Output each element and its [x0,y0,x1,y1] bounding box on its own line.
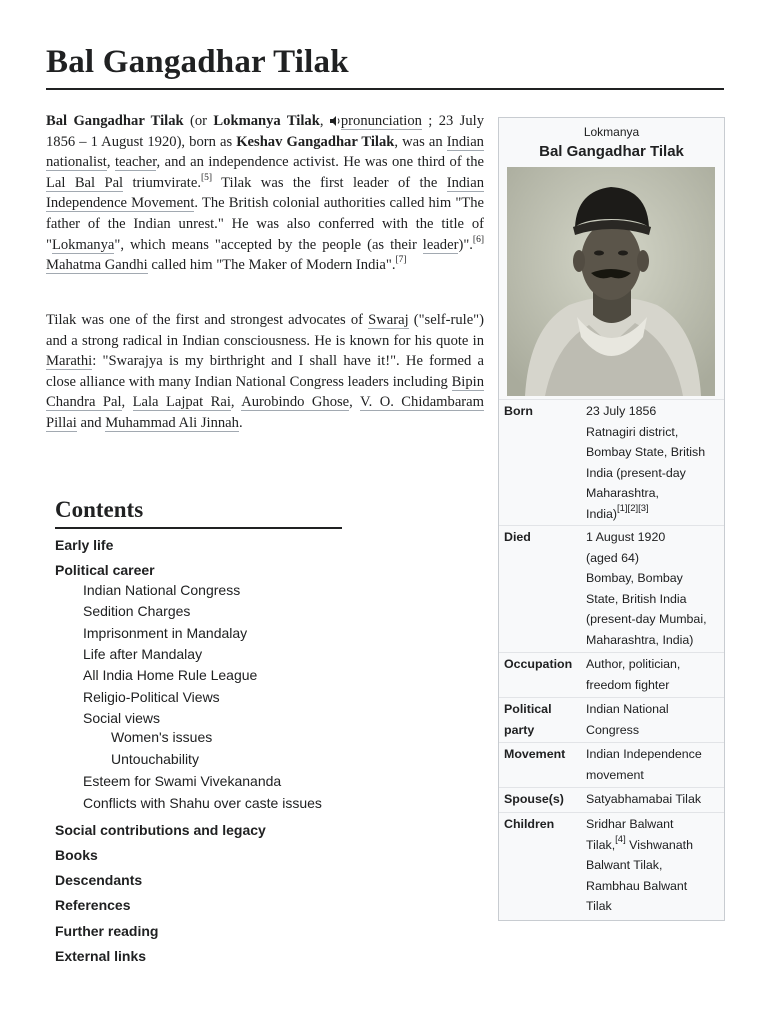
toc-item-indian-national-congress[interactable]: Indian National Congress [83,582,241,598]
row-value [586,814,720,917]
infobox-row-born [499,399,724,525]
row-label: Born [504,404,533,418]
link-bipin-chandra-pal[interactable]: Bipin Chandra Pal [46,373,484,411]
value-line: India (present-day [586,465,686,480]
row-value [586,699,720,740]
toc-item-descendants[interactable]: Descendants [55,872,143,888]
ref-6[interactable]: [6] [472,234,484,245]
value-line: (aged 64) [586,550,640,565]
value-line: Satyabhamabai Tilak [586,792,702,806]
value-text: Tilak, [586,837,616,852]
contents-divider [55,527,342,529]
portrait-photo[interactable] [507,167,715,396]
text-run: Tilak was the first leader of the [212,174,447,191]
text-run: (or [183,113,214,129]
infobox-title: Bal Gangadhar Tilak [539,143,684,160]
value-line: Balwant Tilak, [586,858,663,872]
text-run: , [230,394,242,411]
row-label: Movement [504,747,566,761]
toc-item-social-views[interactable]: Social views [83,710,161,726]
ref-1-2-3[interactable]: [1][2][3] [617,503,649,515]
value-line [586,504,720,525]
row-value [586,527,720,650]
toc-item-sedition-charges[interactable]: Sedition Charges [83,603,191,619]
infobox-row-died [499,525,724,652]
infobox-row-spouse [499,787,724,812]
value-line[interactable]: Indian Independence [586,747,702,761]
value-line[interactable]: Indian National [586,702,669,716]
value-line: freedom fighter [586,677,670,692]
row-label: Occupation [504,657,573,671]
text-run: , was an [394,133,447,150]
text-run: . The British colonial authorities called him "The father of the Indian unrest." He was also conferred with the title of " [46,195,484,253]
toc-item-political-career[interactable]: Political career [55,562,155,578]
text-run: , [349,394,360,411]
infobox-row-children [499,812,724,920]
value-line: Author, politician, [586,657,681,671]
value-line: Sridhar Balwant [586,817,674,831]
ref-4[interactable]: [4] [615,834,626,846]
row-value [586,654,720,695]
row-label: Died [504,530,531,544]
subject-alias: Lokmanya Tilak [213,113,320,129]
row-value [586,744,720,785]
value-line[interactable]: Congress [586,722,640,737]
link-chidambaram-pillai[interactable]: V. O. Chidambaram Pillai [46,394,484,431]
contents-heading: Contents [55,497,144,522]
pronunciation-link[interactable]: pronunciation [340,113,422,129]
ref-5[interactable]: [5] [200,172,213,183]
infobox-row-occupation [499,652,724,697]
link-indian-nationalist[interactable]: Indian nationalist [46,133,484,171]
toc-item-religio-political-views[interactable]: Religio-Political Views [83,689,220,705]
row-value [586,401,720,524]
ref-7[interactable]: [7] [395,255,407,266]
value-line: Bombay, Bombay [586,571,683,585]
subject-name: Bal Gangadhar Tilak [46,113,184,129]
text-run: : "Swarajya is my birthright and I shall have it!". He formed a close alliance with many Indian National Congress leaders including [46,353,484,390]
lead-paragraph-1 [46,111,484,276]
value-line [586,835,720,856]
toc-item-references[interactable]: References [55,897,131,913]
toc-item-untouchability[interactable]: Untouchability [111,751,199,767]
value-line: (present-day Mumbai, [586,612,707,626]
text-run: called him "The Maker of Modern India". [147,257,396,274]
text-run: . [238,414,243,431]
link-lala-lajpat-rai[interactable]: Lala Lajpat Rai [132,394,231,411]
value-line: Ratnagiri district, [586,424,679,439]
value-line: Rambhau Balwant [586,878,688,893]
toc-item-social-contributions[interactable]: Social contributions and legacy [55,822,266,838]
text-run: Tilak was one of the first and strongest advocates of [46,312,369,328]
row-label: Children [504,817,555,831]
value-line: 1 August 1920 [586,530,666,544]
text-run: ("self-rule") and a strong radical in Indian consciousness. He is known for his quote in [46,312,484,349]
toc-item-swami-vivekananda[interactable]: Esteem for Swami Vivekananda [83,773,282,789]
value-line: Tilak [586,899,612,913]
toc-item-early-life[interactable]: Early life [55,537,114,553]
text-run: triumvirate. [123,174,201,191]
toc-item-life-after-mandalay[interactable]: Life after Mandalay [83,646,203,662]
toc-item-conflicts-with-shahu[interactable]: Conflicts with Shahu over caste issues [83,795,322,811]
value-line: 23 July 1856 [586,404,657,418]
infobox [498,117,725,921]
infobox-row-political-party [499,697,724,742]
row-label [504,699,552,740]
page-title: Bal Gangadhar Tilak [46,44,349,80]
text-run: and [76,414,106,431]
value-line: Maharashtra, India) [586,632,694,647]
toc-item-imprisonment-in-mandalay[interactable]: Imprisonment in Mandalay [83,625,248,641]
link-leader[interactable]: leader [422,236,459,253]
infobox-row-movement [499,742,724,787]
value-text: India) [586,506,617,521]
link-muhammad-ali-jinnah[interactable]: Muhammad Ali Jinnah [105,414,239,431]
link-aurobindo-ghose[interactable]: Aurobindo Ghose [241,394,350,411]
text-run: , [319,113,330,129]
row-value [586,789,720,810]
link-marathi[interactable]: Marathi [46,353,93,370]
link-swaraj[interactable]: Swaraj [368,312,409,328]
lead-paragraph-2 [46,310,484,434]
label-line: party [504,722,535,737]
value-line: Maharashtra, [586,486,660,500]
row-label: Spouse(s) [504,792,564,806]
link-independence-movement[interactable]: Indian Independence Movement [46,174,484,212]
title-divider [46,88,724,90]
infobox-above-name: Lokmanya [583,125,640,139]
text-run: )". [458,236,473,253]
toc-item-womens-issues[interactable]: Women's issues [111,729,213,745]
label-line: Political [504,702,552,716]
birth-name: Keshav Gangadhar Tilak [236,133,395,150]
value-text: Vishwanath [629,837,694,852]
toc-item-books[interactable]: Books [55,847,98,863]
link-mahatma-gandhi[interactable]: Mahatma Gandhi [46,257,148,274]
toc-item-home-rule-league[interactable]: All India Home Rule League [83,667,258,683]
text-run: , [106,154,115,171]
value-line[interactable]: movement [586,767,644,782]
toc-item-external-links[interactable]: External links [55,948,147,964]
text-run: , [121,394,133,411]
value-line: Bombay State, British [586,445,706,459]
text-run: ", which means "accepted by the people (as their [114,236,423,253]
speaker-icon[interactable] [330,116,341,126]
link-lokmanya[interactable]: Lokmanya [51,236,115,253]
toc-item-further-reading[interactable]: Further reading [55,923,159,939]
text-run: , and an independence activist. He was one third of the [156,154,484,171]
text-run: ; 23 July 1856 – 1 August 1920), born as [46,113,484,150]
link-teacher[interactable]: teacher [114,154,157,171]
link-lal-bal-pal[interactable]: Lal Bal Pal [46,174,124,191]
value-line: State, British India [586,591,687,606]
